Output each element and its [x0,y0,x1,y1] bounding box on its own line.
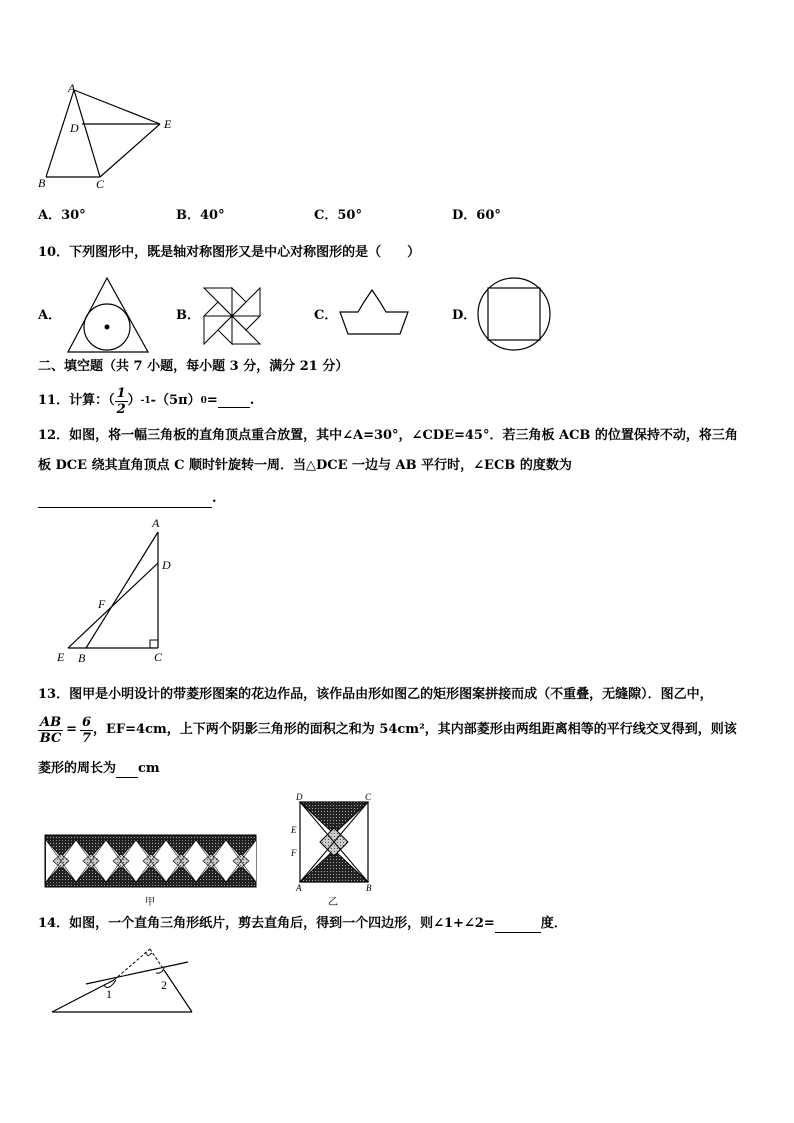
q10-pinwheel-figure [202,286,264,348]
q11-answer-blank [218,395,250,408]
q13-label-c: C [365,792,372,802]
q10-option-a-letter: A． [38,308,62,323]
q12-answer-line [38,490,217,508]
q10-question: 10．下列图形中，既是轴对称图形又是中心对称图形的是（ ） [38,245,421,260]
q12-answer-blank [38,495,212,508]
q12-label-f: F [98,597,106,611]
q13-frac-left-num: AB [40,714,62,730]
q11-frac-den: 2 [116,401,126,417]
q13-answer-blank [116,765,138,778]
q11-question [38,386,254,416]
q13-label-f: F [291,848,297,858]
q11-eq: = [206,393,218,408]
q13-frac-left [38,715,63,746]
q11-fraction [115,386,128,417]
q13-figure-jia [44,834,258,890]
q13-jia-pattern [46,840,256,882]
q13-frac-right-den: 7 [81,730,92,746]
q10-boat-figure [338,288,412,338]
q9-label-b: B [38,176,46,190]
q12-label-e: E [57,650,65,664]
q14-angle-2: 2 [161,978,167,992]
q9-label-c: C [96,177,105,191]
q11-exp2: 0 [200,396,207,406]
q14-post: 度． [540,916,567,931]
q13-caption-yi: 乙 [328,897,338,908]
q12-figure [52,514,192,672]
q9-label-d: D [70,121,79,135]
q9-option-b: B．40° [176,208,225,223]
q13-figure-yi [288,790,378,898]
q12-label-b: B [78,651,86,665]
q14-figure [46,942,206,1018]
q14-question [38,915,567,933]
q10-option-d-letter: D． [452,308,477,323]
q13-line3-post: cm [138,761,160,776]
q13-label-b: B [366,883,372,893]
q11-suffix: ） [127,393,141,408]
q13-line2-rest: ，EF=4cm，上下两个阴影三角形的面积之和为 54cm²，其内部菱形由两组距离相等的平行线交叉得到，则该 [93,722,737,737]
q10-option-c-letter: C． [314,308,338,323]
section-heading: 二、填空题（共 7 小题，每小题 3 分，满分 21 分） [38,359,349,374]
q13-frac-right-num: 6 [81,714,92,730]
q13-caption-jia: 甲 [145,897,155,908]
q10-option-b-letter: B． [176,308,200,323]
q14-angle-1: 1 [106,987,112,1001]
q14-pre: 14．如图，一个直角三角形纸片，剪去直角后，得到一个四边形，则∠1+∠2= [38,916,495,931]
q13-label-d: D [296,792,303,802]
q9-figure [30,80,190,195]
q10-circle-square-figure [476,276,554,354]
q13-line3-pre: 菱形的周长为 [38,761,117,776]
q13-frac-left-den: BC [39,730,62,746]
q13-eq: = [66,722,77,737]
q9-label-a: A [68,81,76,95]
q12-label-c: C [154,650,163,664]
q12-end: . [212,491,217,506]
q11-prefix: 11．计算：（ [38,393,115,408]
q12-line2: 板 DCE 绕其直角顶点 C 顺时针旋转一周．当△DCE 一边与 AB 平行时，∠ECB 的度数为 [38,458,572,473]
q10-triangle-circle-figure [64,274,154,356]
q14-answer-blank [495,920,541,933]
q9-option-a: A．30° [38,208,86,223]
q12-label-d: D [162,558,171,572]
q9-label-e: E [164,117,172,131]
q13-label-a: A [296,883,302,893]
q13-frac-right [80,715,93,746]
q11-mid: -（5π） [150,393,201,408]
q9-option-c: C．50° [314,208,362,223]
q13-line2 [38,710,737,750]
q13-line3 [38,760,160,778]
q13-label-e: E [291,825,297,835]
q9-option-d: D．60° [452,208,501,223]
q11-frac-num: 1 [116,385,126,401]
q12-line1: 12．如图，将一幅三角板的直角顶点重合放置，其中∠A=30°，∠CDE=45°．若三角板 ACB 的位置保持不动，将三角 [38,428,738,443]
q13-line1: 13．图甲是小明设计的带菱形图案的花边作品，该作品由形如图乙的矩形图案拼接而成（不重叠，无缝隙）．图乙中， [38,687,713,702]
q11-exp1: -1 [140,396,151,406]
q12-label-a: A [152,516,160,530]
q11-end: . [249,393,255,408]
